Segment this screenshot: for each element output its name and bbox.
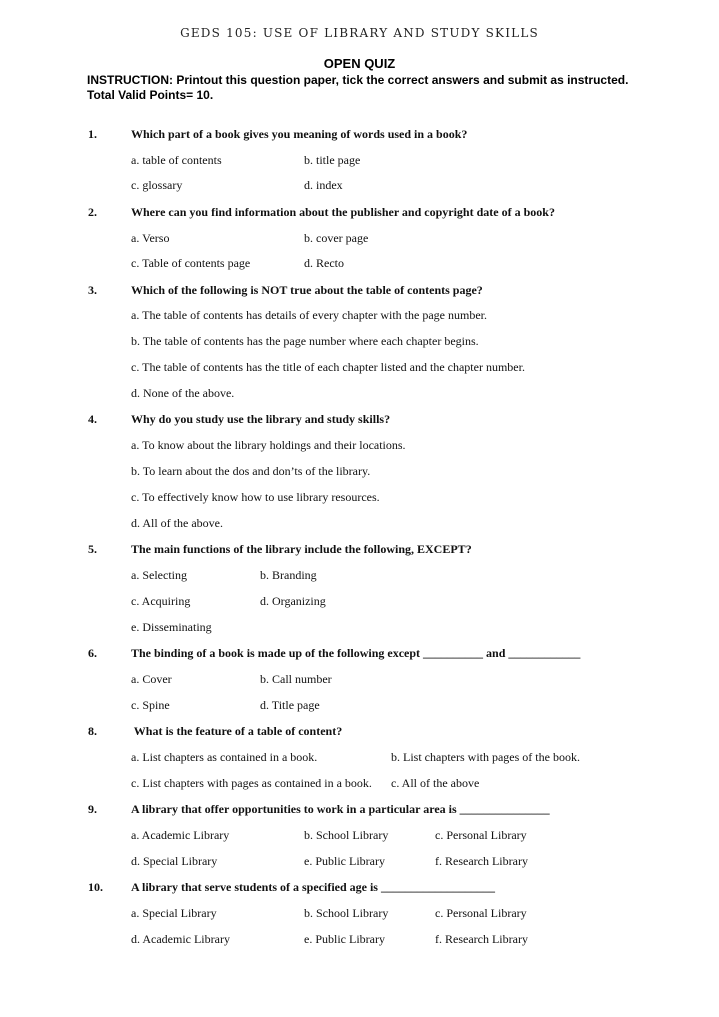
answer-option[interactable]: a. To know about the library holdings and their locations. bbox=[131, 438, 406, 452]
quiz-title: OPEN QUIZ bbox=[323, 56, 396, 71]
answer-option[interactable]: c. All of the above bbox=[391, 776, 480, 790]
question-number: 6. bbox=[88, 646, 97, 660]
answer-option[interactable]: d. Academic Library bbox=[131, 932, 230, 946]
answer-option[interactable]: d. All of the above. bbox=[131, 516, 223, 530]
answer-option[interactable]: b. School Library bbox=[304, 906, 389, 920]
answer-option[interactable]: c. Acquiring bbox=[131, 594, 191, 608]
answer-option[interactable]: a. Verso bbox=[131, 231, 170, 245]
answer-option[interactable]: c. The table of contents has the title of each chapter listed and the chapter number. bbox=[131, 360, 525, 374]
answer-option[interactable]: d. index bbox=[304, 178, 343, 192]
answer-option[interactable]: a. Special Library bbox=[131, 906, 217, 920]
answer-option[interactable]: d. Recto bbox=[304, 256, 344, 270]
question-text: Where can you find information about the publisher and copyright date of a book? bbox=[131, 205, 555, 219]
answer-option[interactable]: d. None of the above. bbox=[131, 386, 235, 400]
answer-option[interactable]: f. Research Library bbox=[435, 932, 528, 946]
answer-option[interactable]: a. table of contents bbox=[131, 153, 222, 167]
answer-option[interactable]: c. Personal Library bbox=[435, 906, 527, 920]
answer-option[interactable]: b. School Library bbox=[304, 828, 389, 842]
answer-option[interactable]: b. title page bbox=[304, 153, 361, 167]
question-text: A library that offer opportunities to work in a particular area is _______________ bbox=[131, 802, 550, 816]
answer-option[interactable]: c. List chapters with pages as contained in a book. bbox=[131, 776, 372, 790]
question-number: 9. bbox=[88, 802, 97, 816]
answer-option[interactable]: c. Personal Library bbox=[435, 828, 527, 842]
answer-option[interactable]: e. Public Library bbox=[304, 932, 385, 946]
answer-option[interactable]: d. Special Library bbox=[131, 854, 218, 868]
answer-option[interactable]: b. cover page bbox=[304, 231, 369, 245]
answer-option[interactable]: a. Selecting bbox=[131, 568, 187, 582]
question-text: What is the feature of a table of content? bbox=[131, 724, 343, 738]
answer-option[interactable]: b. Branding bbox=[260, 568, 317, 582]
answer-option[interactable]: c. To effectively know how to use library resources. bbox=[131, 490, 380, 504]
question-number: 5. bbox=[88, 542, 97, 556]
question-number: 3. bbox=[88, 283, 97, 297]
question-text: A library that serve students of a specified age is ___________________ bbox=[131, 880, 495, 894]
question-text: The main functions of the library include the following, EXCEPT? bbox=[131, 542, 472, 556]
answer-option[interactable]: a. List chapters as contained in a book. bbox=[131, 750, 318, 764]
answer-option[interactable]: b. The table of contents has the page number where each chapter begins. bbox=[131, 334, 479, 348]
question-number: 4. bbox=[88, 412, 97, 426]
instruction-block bbox=[87, 73, 687, 103]
answer-option[interactable]: a. Academic Library bbox=[131, 828, 230, 842]
instruction-text: INSTRUCTION: Printout this question paper, tick the correct answers and submit as instructed. bbox=[87, 73, 629, 87]
answer-option[interactable]: e. Public Library bbox=[304, 854, 385, 868]
total-points: Total Valid Points= 10. bbox=[87, 88, 214, 102]
answer-option[interactable]: c. Spine bbox=[131, 698, 170, 712]
question-text: The binding of a book is made up of the following except __________ and ____________ bbox=[131, 646, 581, 660]
question-number: 2. bbox=[88, 205, 97, 219]
answer-option[interactable]: d. Title page bbox=[260, 698, 320, 712]
question-number: 1. bbox=[88, 127, 97, 141]
course-title: GEDS 105: USE OF LIBRARY AND STUDY SKILLS bbox=[180, 26, 539, 40]
question-number: 8. bbox=[88, 724, 97, 738]
answer-option[interactable]: d. Organizing bbox=[260, 594, 326, 608]
answer-option[interactable]: a. The table of contents has details of every chapter with the page number. bbox=[131, 308, 487, 322]
answer-option[interactable]: b. To learn about the dos and don’ts of the library. bbox=[131, 464, 371, 478]
answer-option[interactable]: c. Table of contents page bbox=[131, 256, 251, 270]
answer-option[interactable]: c. glossary bbox=[131, 178, 183, 192]
question-text: Which of the following is NOT true about the table of contents page? bbox=[131, 283, 483, 297]
question-text: Why do you study use the library and study skills? bbox=[131, 412, 391, 426]
answer-option[interactable]: b. List chapters with pages of the book. bbox=[391, 750, 580, 764]
answer-option[interactable]: e. Disseminating bbox=[131, 620, 212, 634]
answer-option[interactable]: a. Cover bbox=[131, 672, 172, 686]
answer-option[interactable]: f. Research Library bbox=[435, 854, 528, 868]
question-text: Which part of a book gives you meaning of words used in a book? bbox=[131, 127, 468, 141]
question-number: 10. bbox=[88, 880, 103, 894]
answer-option[interactable]: b. Call number bbox=[260, 672, 332, 686]
